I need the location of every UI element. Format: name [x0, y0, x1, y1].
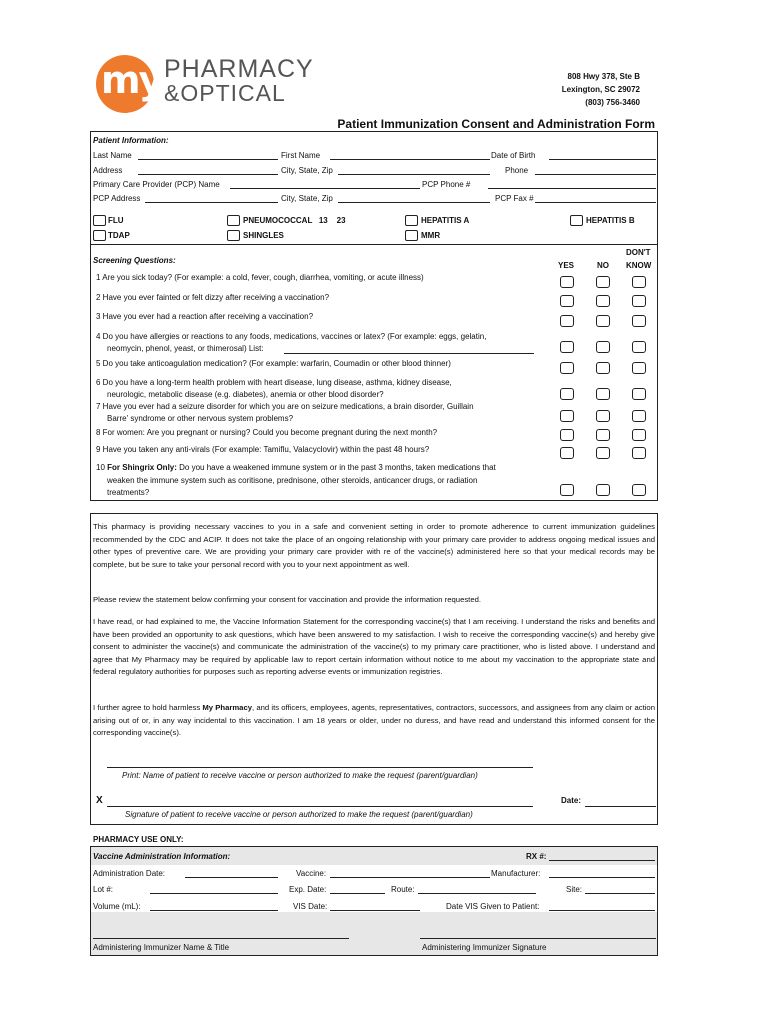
- pcp-fax-label: PCP Fax #: [495, 194, 534, 203]
- volume-label: Volume (mL):: [93, 902, 141, 911]
- phone-field[interactable]: [535, 174, 656, 175]
- q1-no-checkbox[interactable]: [596, 276, 610, 288]
- vaccine-label: Vaccine:: [296, 869, 327, 878]
- q9-dont-know-checkbox[interactable]: [632, 447, 646, 459]
- q7-dont-know-checkbox[interactable]: [632, 410, 646, 422]
- pneumococcal-checkbox[interactable]: [227, 215, 240, 226]
- volume-field[interactable]: [150, 910, 278, 911]
- dob-label: Date of Birth: [491, 151, 536, 160]
- city-state-zip-field[interactable]: [338, 174, 490, 175]
- question-4b: neomycin, phenol, yeast, or thimerosal) List:: [107, 344, 264, 353]
- phone-label: Phone: [505, 166, 529, 175]
- q8-no-checkbox[interactable]: [596, 429, 610, 441]
- question-10c: treatments?: [107, 488, 150, 497]
- col-dont: DON'T: [626, 248, 651, 257]
- immunizer-name-field[interactable]: [93, 938, 349, 939]
- print-name-caption: Print: Name of patient to receive vaccine or person authorized to make the request (parent/guardian): [122, 771, 478, 780]
- immunizer-name-label: Administering Immunizer Name & Title: [93, 943, 230, 952]
- date-label: Date:: [561, 796, 582, 805]
- screening-label: Screening Questions:: [93, 256, 176, 265]
- signature-x-mark: X: [96, 795, 103, 806]
- pcp-name-label: Primary Care Provider (PCP) Name: [93, 180, 220, 189]
- divider: [90, 244, 658, 245]
- pcp-city-label: City, State, Zip: [281, 194, 333, 203]
- q2-dont-know-checkbox[interactable]: [632, 295, 646, 307]
- question-6a: 6 Do you have a long-term health problem with heart disease, lung disease, asthma, kidney disease,: [96, 378, 452, 387]
- shingles-label: SHINGLES: [243, 231, 284, 240]
- immunizer-signature-field[interactable]: [420, 938, 656, 939]
- address-field[interactable]: [138, 174, 278, 175]
- site-label: Site:: [566, 885, 583, 894]
- q5-yes-checkbox[interactable]: [560, 362, 574, 374]
- allergy-list-field[interactable]: [284, 353, 534, 354]
- logo-line-1: PHARMACY: [164, 55, 314, 83]
- pcp-name-field[interactable]: [230, 188, 420, 189]
- mmr-checkbox[interactable]: [405, 230, 418, 241]
- q8-dont-know-checkbox[interactable]: [632, 429, 646, 441]
- question-4a: 4 Do you have allergies or reactions to any foods, medications, vaccines or latex? (For example: eggs, gelatin,: [96, 332, 487, 341]
- q7-yes-checkbox[interactable]: [560, 410, 574, 422]
- hep-b-checkbox[interactable]: [570, 215, 583, 226]
- q5-dont-know-checkbox[interactable]: [632, 362, 646, 374]
- q4-yes-checkbox[interactable]: [560, 341, 574, 353]
- patient-info-label: Patient Information:: [93, 136, 169, 145]
- question-5: 5 Do you take anticoagulation medication? (For example: warfarin, Coumadin or other blood thinner): [96, 359, 451, 368]
- address-label: Address: [93, 166, 123, 175]
- q10-dont-know-checkbox[interactable]: [632, 484, 646, 496]
- admin-date-label: Administration Date:: [93, 869, 166, 878]
- rx-label: RX #:: [526, 852, 547, 861]
- exp-date-label: Exp. Date:: [289, 885, 327, 894]
- vis-date-field[interactable]: [330, 910, 420, 911]
- col-yes: YES: [558, 261, 575, 270]
- q3-no-checkbox[interactable]: [596, 315, 610, 327]
- question-10-text: Do you have a weakened immune system or in the past 3 months, taken medications that: [176, 463, 496, 472]
- pcp-address-label: PCP Address: [93, 194, 141, 203]
- admin-date-field[interactable]: [185, 877, 278, 878]
- address-line-1: 808 Hwy 378, Ste B: [567, 72, 640, 81]
- q9-no-checkbox[interactable]: [596, 447, 610, 459]
- q1-yes-checkbox[interactable]: [560, 276, 574, 288]
- signature-field[interactable]: [107, 806, 533, 807]
- col-no: NO: [597, 261, 609, 270]
- vaccine-field[interactable]: [330, 877, 490, 878]
- question-10a: [96, 462, 536, 474]
- lot-label: Lot #:: [93, 885, 114, 894]
- q6-yes-checkbox[interactable]: [560, 388, 574, 400]
- vaccine-admin-label: Vaccine Administration Information:: [93, 852, 231, 861]
- col-know: KNOW: [626, 261, 652, 270]
- question-2: 2 Have you ever fainted or felt dizzy after receiving a vaccination?: [96, 293, 330, 302]
- shingles-checkbox[interactable]: [227, 230, 240, 241]
- consent-paragraph-4: [93, 702, 655, 740]
- q4-no-checkbox[interactable]: [596, 341, 610, 353]
- question-7a: 7 Have you ever had a seizure disorder for which you are on seizure medications, a brain disorder, Guillain: [96, 402, 474, 411]
- question-10b: weaken the immune system such as coritisone, prednisone, other steroids, anticancer drugs, or radiation: [107, 476, 478, 485]
- manufacturer-label: Manufacturer:: [491, 869, 541, 878]
- immunizer-signature-label: Administering Immunizer Signature: [422, 943, 547, 952]
- tdap-checkbox[interactable]: [93, 230, 106, 241]
- last-name-label: Last Name: [93, 151, 132, 160]
- q8-yes-checkbox[interactable]: [560, 429, 574, 441]
- vis-date-label: VIS Date:: [293, 902, 328, 911]
- first-name-label: First Name: [281, 151, 321, 160]
- q4-dont-know-checkbox[interactable]: [632, 341, 646, 353]
- hep-b-label: HEPATITIS B: [586, 216, 635, 225]
- site-field[interactable]: [585, 893, 655, 894]
- pcp-fax-field[interactable]: [535, 202, 656, 203]
- hep-a-label: HEPATITIS A: [421, 216, 470, 225]
- address-line-2: Lexington, SC 29072: [561, 85, 640, 94]
- consent-p4-end: , and its officers, employees, agents, representatives, contractors, successors, and assignees from any claim or action arising out of or, in any way incidental to this vaccination. I am 18 years or older, under no duress, and have read and understand this informed consent for the corresponding vaccine(s).: [93, 703, 655, 738]
- consent-p4-start: I further agree to hold harmless: [93, 703, 203, 712]
- print-name-field[interactable]: [107, 767, 533, 768]
- rx-field[interactable]: [549, 860, 655, 861]
- pcp-phone-label: PCP Phone #: [422, 180, 471, 189]
- pharmacy-use-heading: PHARMACY USE ONLY:: [93, 835, 184, 844]
- q10-yes-checkbox[interactable]: [560, 484, 574, 496]
- q5-no-checkbox[interactable]: [596, 362, 610, 374]
- flu-checkbox[interactable]: [93, 215, 106, 226]
- vis-given-field[interactable]: [549, 910, 655, 911]
- q1-dont-know-checkbox[interactable]: [632, 276, 646, 288]
- q6-no-checkbox[interactable]: [596, 388, 610, 400]
- pcp-address-field[interactable]: [145, 202, 278, 203]
- tdap-label: TDAP: [108, 231, 130, 240]
- question-7b: Barre' syndrome or other nervous system problems?: [107, 414, 294, 423]
- pcp-phone-field[interactable]: [488, 188, 656, 189]
- flu-label: FLU: [108, 216, 124, 225]
- route-label: Route:: [391, 885, 415, 894]
- manufacturer-field[interactable]: [549, 877, 655, 878]
- hep-a-checkbox[interactable]: [405, 215, 418, 226]
- q3-yes-checkbox[interactable]: [560, 315, 574, 327]
- consent-paragraph-2: Please review the statement below confirming your consent for vaccination and provide the information requested.: [93, 595, 482, 604]
- question-3: 3 Have you ever had a reaction after receiving a vaccination?: [96, 312, 314, 321]
- logo-mark: my: [101, 58, 162, 102]
- question-10-number: 10: [96, 463, 108, 472]
- question-9: 9 Have you taken any anti-virals (For example: Tamiflu, Valacyclovir) within the past 48 hours?: [96, 445, 430, 454]
- question-1: 1 Are you sick today? (For example: a cold, fever, cough, diarrhea, vomiting, or acute illness): [96, 273, 424, 282]
- q6-dont-know-checkbox[interactable]: [632, 388, 646, 400]
- signature-date-field[interactable]: [585, 806, 656, 807]
- consent-paragraph-3: I have read, or had explained to me, the Vaccine Information Statement for the corresponding vaccine(s) that I am receiving. I understand the risks and benefits and have been provided an opportunity to ask questions, which have been answered to my satisfaction. I wish to receive the corresponding vaccine(s) and hereby give consent to administer the vaccine(s) and communicate the administration of the vaccine(s) to my primary care practitioner, who is listed above. I understand and agree that My Pharmacy may be required by applicable law to report certain information without notice to me about my vaccination to the appropriate state and federal regulatory authorities for purposes such as reporting adverse events or immunization registries.: [93, 617, 655, 677]
- city-state-zip-label: City, State, Zip: [281, 166, 333, 175]
- consent-p4-pharmacy: My Pharmacy: [202, 703, 253, 712]
- question-10-bold: For Shingrix Only:: [107, 463, 177, 472]
- question-6b: neurologic, metabolic disease (e.g. diabetes), anemia or other blood disorder?: [107, 390, 384, 399]
- signature-caption: Signature of patient to receive vaccine or person authorized to make the request (parent/guardian): [125, 810, 473, 819]
- q3-dont-know-checkbox[interactable]: [632, 315, 646, 327]
- form-title: Patient Immunization Consent and Administration Form: [337, 117, 655, 131]
- dob-field[interactable]: [549, 159, 656, 160]
- first-name-field[interactable]: [330, 159, 490, 160]
- question-8: 8 For women: Are you pregnant or nursing? Could you become pregnant during the next month?: [96, 428, 438, 437]
- vis-given-label: Date VIS Given to Patient:: [446, 902, 540, 911]
- consent-paragraph-1: This pharmacy is providing necessary vaccines to you in a safe and convenient setting in order to promote adherence to current immunization guidelines recommended by the CDC and ACIP. It does not take the place of an ongoing relationship with your primary care provider to address ongoing medical issues and other types of preventive care. We are providing your primary care provider with re of the vaccine(s) administered here so that your medical records may be complete, but be sure to take your personal record with you to your next appointment as well.: [93, 522, 655, 569]
- pcp-city-field[interactable]: [338, 202, 490, 203]
- address-line-3: (803) 756-3460: [585, 98, 640, 107]
- route-field[interactable]: [418, 893, 536, 894]
- q10-no-checkbox[interactable]: [596, 484, 610, 496]
- mmr-label: MMR: [421, 231, 441, 240]
- logo-line-2: &OPTICAL: [164, 80, 286, 106]
- q7-no-checkbox[interactable]: [596, 410, 610, 422]
- exp-date-field[interactable]: [330, 893, 385, 894]
- lot-field[interactable]: [150, 893, 278, 894]
- q2-yes-checkbox[interactable]: [560, 295, 574, 307]
- pneumococcal-label: PNEUMOCOCCAL 13 23: [243, 216, 346, 225]
- q9-yes-checkbox[interactable]: [560, 447, 574, 459]
- last-name-field[interactable]: [138, 159, 278, 160]
- q2-no-checkbox[interactable]: [596, 295, 610, 307]
